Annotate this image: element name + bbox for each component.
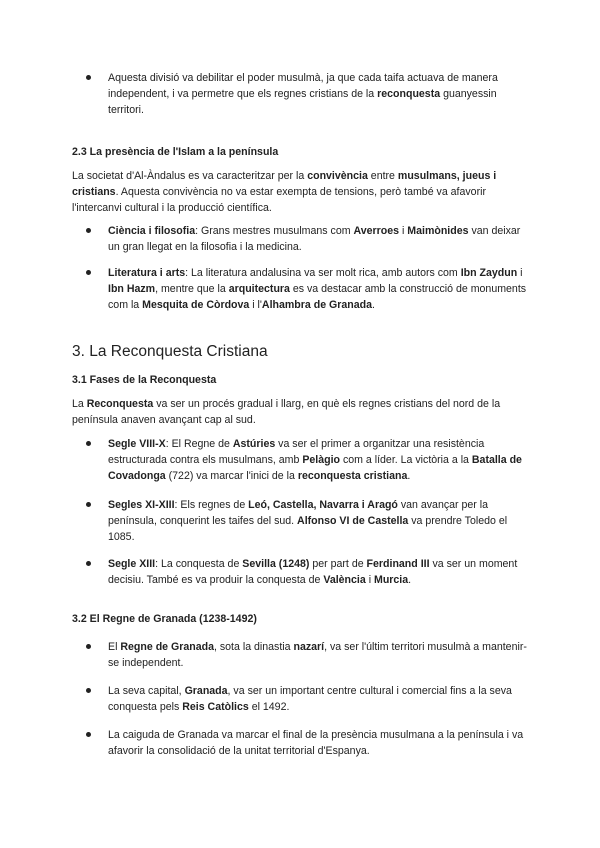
bullet-dot (86, 502, 91, 507)
bold-term: Leó, Castella, Navarra i Aragó (248, 499, 398, 511)
text-run: entre (367, 170, 398, 182)
bold-term: Batalla de Covadonga (108, 454, 522, 482)
heading-3: 3. La Reconquesta Cristiana (72, 343, 268, 360)
bullet-dot (86, 732, 91, 737)
text-run: : Els regnes de (174, 499, 249, 511)
text-run: : La literatura andalusina va ser molt rica, amb autors com (185, 267, 461, 279)
heading-2-3: 2.3 La presència de l'Islam a la península (72, 146, 279, 158)
bullet-text (108, 497, 532, 545)
bullet-text (108, 639, 532, 671)
text-run: va ser el primer a organitzar una resistència estructurada contra els musulmans, amb (108, 438, 485, 466)
text-run: el 1492. (248, 701, 290, 713)
text-run: . Aquesta convivència no va estar exempta de tensions, però també va afavorir l'intercanvi cultural i la producció científica. (72, 186, 486, 214)
text-run: La (72, 398, 87, 410)
bold-term: musulmans, jueus i cristians (72, 170, 497, 198)
bullet-text (108, 436, 532, 484)
text-run: (722) va marcar l'inici de la (165, 470, 298, 482)
bold-term: Sevilla (1248) (242, 558, 310, 570)
bold-term: Reconquesta (86, 398, 154, 410)
bold-term: Alfonso VI de Castella (297, 515, 409, 527)
bullet-text (108, 265, 532, 313)
bullet-dot (86, 688, 91, 693)
bullet-segles-xi-xiii (86, 497, 532, 545)
bullet-text (108, 223, 532, 255)
bold-term: Regne de Granada (120, 641, 214, 653)
bold-term: València (323, 574, 366, 586)
paragraph-reconquesta (72, 396, 532, 428)
bullet-dot (86, 75, 91, 80)
bold-term: Mesquita de Còrdova (142, 299, 250, 311)
text-run: i l' (249, 299, 262, 311)
bold-term: convivència (307, 170, 368, 182)
bullet-caiguda-granada (86, 727, 532, 759)
bold-term: Segle VIII-X (108, 438, 166, 450)
bullet-dot (86, 270, 91, 275)
bold-term: arquitectura (228, 283, 290, 295)
text-run: La caiguda de Granada va marcar el final de la presència musulmana a la península i va afavorir la consolidació de la unitat territorial d'Espanya. (108, 729, 524, 757)
heading-3-1: 3.1 Fases de la Reconquesta (72, 374, 217, 386)
text-run: es va destacar amb la construcció de monuments com la (108, 283, 527, 311)
text-run: , va ser un important centre cultural i comercial fins a la seva conquesta pels (108, 685, 512, 713)
bullet-text (108, 683, 532, 715)
paragraph-convivencia (72, 168, 532, 216)
text-run: : El Regne de (165, 438, 233, 450)
text-run: i (399, 225, 408, 237)
bullet-dot (86, 561, 91, 566)
text-run: El (108, 641, 121, 653)
bold-term: Maimònides (407, 225, 469, 237)
bold-term: Ferdinand III (366, 558, 430, 570)
bold-term: Granada (184, 685, 228, 697)
text-run: va ser un moment decisiu. També es va produir la conquesta de (108, 558, 518, 586)
bold-term: Astúries (232, 438, 276, 450)
text-run: i (365, 574, 374, 586)
text-run: van deixar un gran llegat en la filosofia i la medicina. (108, 225, 521, 253)
text-run: La seva capital, (108, 685, 185, 697)
bullet-ciencia (86, 223, 532, 255)
text-run: van avançar per la península, conquerint les taifes del sud. (108, 499, 489, 527)
text-run: . (407, 470, 411, 482)
bold-term: Pelàgio (302, 454, 340, 466)
text-run: : Grans mestres musulmans com (195, 225, 354, 237)
bold-term: Averroes (353, 225, 400, 237)
bullet-text (108, 727, 532, 759)
bold-term: Ibn Zaydun (460, 267, 518, 279)
bullet-dot (86, 441, 91, 446)
text-run: : La conquesta de (155, 558, 243, 570)
text-run: . (408, 574, 412, 586)
bold-term: nazarí (293, 641, 325, 653)
bullet-text (108, 556, 532, 588)
text-run: per part de (309, 558, 367, 570)
bullet-dot (86, 228, 91, 233)
bullet-taifes (86, 70, 532, 118)
bullet-dot (86, 644, 91, 649)
bullet-segle-xiii (86, 556, 532, 588)
text-run: , va ser l'últim territori musulmà a mantenir-se independent. (108, 641, 527, 669)
bold-term: reconquesta (377, 88, 441, 100)
text-run: , mentre que la (155, 283, 229, 295)
text-run: . (372, 299, 375, 311)
text-run: La societat d'Al-Àndalus es va caracteritzar per la (72, 170, 308, 182)
text-run: va prendre Toledo el 1085. (108, 515, 508, 543)
bullet-text (108, 70, 532, 118)
bold-term: Literatura i arts (108, 267, 186, 279)
text-run: i (517, 267, 523, 279)
bold-term: Ibn Hazm (108, 283, 156, 295)
bold-term: Murcia (374, 574, 409, 586)
bullet-literatura (86, 265, 532, 313)
text-run: com a líder. La victòria a la (340, 454, 472, 466)
text-run: Aquesta divisió va debilitar el poder musulmà, ja que cada taifa actuava de manera independent, i va permetre que els regnes cristians de la (108, 72, 498, 100)
bold-term: Alhambra de Granada (261, 299, 373, 311)
bold-term: reconquesta cristiana (297, 470, 408, 482)
text-run: guanyessin territori. (108, 88, 497, 116)
text-run: va ser un procés gradual i llarg, en què els regnes cristians del nord de la península anaven avançant cap al sud. (72, 398, 501, 426)
bold-term: Segles XI-XIII (108, 499, 175, 511)
bullet-regne-granada (86, 639, 532, 671)
bold-term: Ciència i filosofia (108, 225, 196, 237)
bullet-segle-viii-x (86, 436, 532, 484)
bold-term: Reis Catòlics (182, 701, 249, 713)
heading-3-2: 3.2 El Regne de Granada (1238-1492) (72, 613, 257, 625)
text-run: , sota la dinastia (213, 641, 294, 653)
bullet-capital-granada (86, 683, 532, 715)
bold-term: Segle XIII (108, 558, 156, 570)
